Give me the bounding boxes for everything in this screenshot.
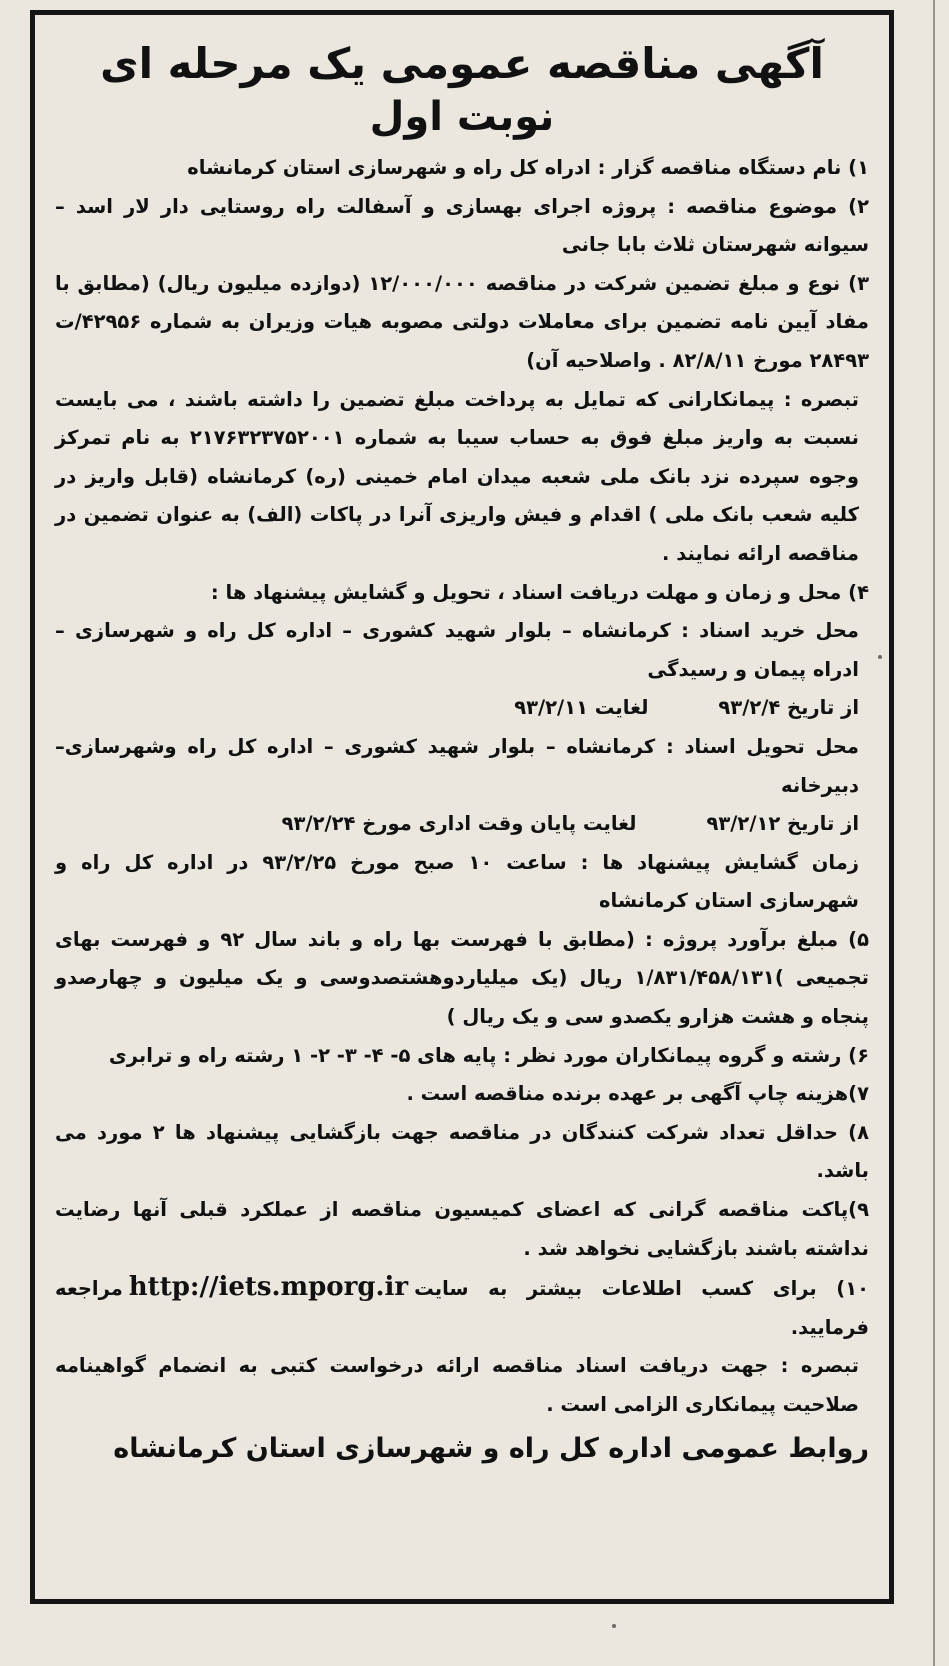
website-url[interactable]: http://iets.mporg.ir xyxy=(128,1272,409,1303)
notice-body xyxy=(55,149,869,1425)
notice-footer: روابط عمومی اداره کل راه و شهرسازی استان کرمانشاه xyxy=(113,1432,869,1464)
item-3: ۳) نوع و مبلغ تضمین شرکت در مناقصه ۱۲/۰۰۰/۰۰۰ (دوازده میلیون ریال) (مطابق با مفاد آیین نامه تضمین برای معاملات دولتی مصوبه هیات وزیران به شماره ۴۲۹۵۶/ت ۲۸۴۹۳ مورخ ۸۲/۸/۱۱ . واصلاحیه آن) xyxy=(55,271,869,372)
purchase-place: محل خرید اسناد : کرمانشاه – بلوار شهید کشوری – اداره کل راه و شهرسازی – ادراه پیمان و رسیدگی xyxy=(55,619,859,681)
item-7: ۷)هزینه چاپ آگهی بر عهده برنده مناقصه است . xyxy=(406,1082,869,1106)
delivery-from: از تاریخ ۹۳/۲/۱۲ xyxy=(706,812,859,836)
note-2: تبصره : جهت دریافت اسناد مناقصه ارائه درخواست کتبی به انضمام گواهینامه صلاحیت پیمانکاری الزامی است . xyxy=(55,1354,859,1416)
item-5: ۵) مبلغ برآورد پروژه : (مطابق با فهرست بها راه و باند سال ۹۲ و فهرست بهای تجمیعی )۱/۸۳۱/۴۵۸/۱۳۱ ریال (یک میلیاردوهشتصدوسی و یک میلیون و چهارصدو پنجاه و هشت هزارو یکصدو سی و یک ریال ) xyxy=(55,927,869,1029)
opening-time: زمان گشایش پیشنهاد ها : ساعت ۱۰ صبح مورخ ۹۳/۲/۲۵ در اداره کل راه و شهرسازی استان کرمانشاه xyxy=(55,850,860,913)
item-9: ۹)پاکت مناقصه گرانی که اعضای کمیسیون مناقصه از عملکرد قبلی آنها رضایت نداشته باشند بازگشایی نخواهد شد . xyxy=(55,1198,869,1260)
page-edge-line xyxy=(933,0,935,1666)
item-6: ۶) رشته و گروه پیمانکاران مورد نظر : پایه های ۵- ۴- ۳- ۲- ۱ رشته راه و ترابری xyxy=(108,1043,869,1067)
item-1: ۱) نام دستگاه مناقصه گزار : ادراه کل راه و شهرسازی استان کرمانشاه xyxy=(187,156,869,179)
delivery-to: لغایت پایان وقت اداری مورخ ۹۳/۲/۲۴ xyxy=(281,812,637,836)
item-10-text: ۱۰) برای کسب اطلاعات بیشتر به سایت xyxy=(414,1277,869,1301)
notice-title: آگهی مناقصه عمومی یک مرحله ای xyxy=(100,39,824,88)
print-speck xyxy=(612,1624,616,1628)
tender-notice-box xyxy=(30,10,894,1604)
purchase-to: لغایت ۹۳/۲/۱۱ xyxy=(514,696,649,720)
item-10 xyxy=(55,1268,869,1347)
delivery-dates xyxy=(55,805,869,844)
purchase-from: از تاریخ ۹۳/۲/۴ xyxy=(718,696,859,720)
item-10-text-end: مراجعه فرمایید. xyxy=(55,1277,869,1339)
delivery-place: محل تحویل اسناد : کرمانشاه – بلوار شهید کشوری – اداره کل راه وشهرسازی– دبیرخانه xyxy=(55,734,859,797)
purchase-dates xyxy=(55,689,869,728)
item-4: ۴) محل و زمان و مهلت دریافت اسناد ، تحویل و گشایش پیشنهاد ها : xyxy=(210,580,869,604)
notice-subtitle: نوبت اول xyxy=(369,94,555,140)
item-8: ۸) حداقل تعداد شرکت کنندگان در مناقصه جهت بازگشایی پیشنهاد ها ۲ مورد می باشد. xyxy=(55,1120,869,1183)
item-2: ۲) موضوع مناقصه : پروژه اجرای بهسازی و آسفالت راه روستایی دار لار اسد – سیوانه شهرستان ثلاث بابا جانی xyxy=(55,194,869,257)
note-1: تبصره : پیمانکارانی که تمایل به پرداخت مبلغ تضمین را داشته باشند ، می بایست نسبت به واریز مبلغ فوق به حساب سیبا به شماره ۲۱۷۶۳۲۳۷۵۲۰۰۱ به نام تمرکز وجوه سپرده نزد بانک ملی شعبه میدان امام خمینی (ره) کرمانشاه (قابل واریز در کلیه شعب بانک ملی ) اقدام و فیش واریزی آنرا در پاکات (الف) به عنوان تضمین در مناقصه ارائه نمایند . xyxy=(55,387,859,565)
